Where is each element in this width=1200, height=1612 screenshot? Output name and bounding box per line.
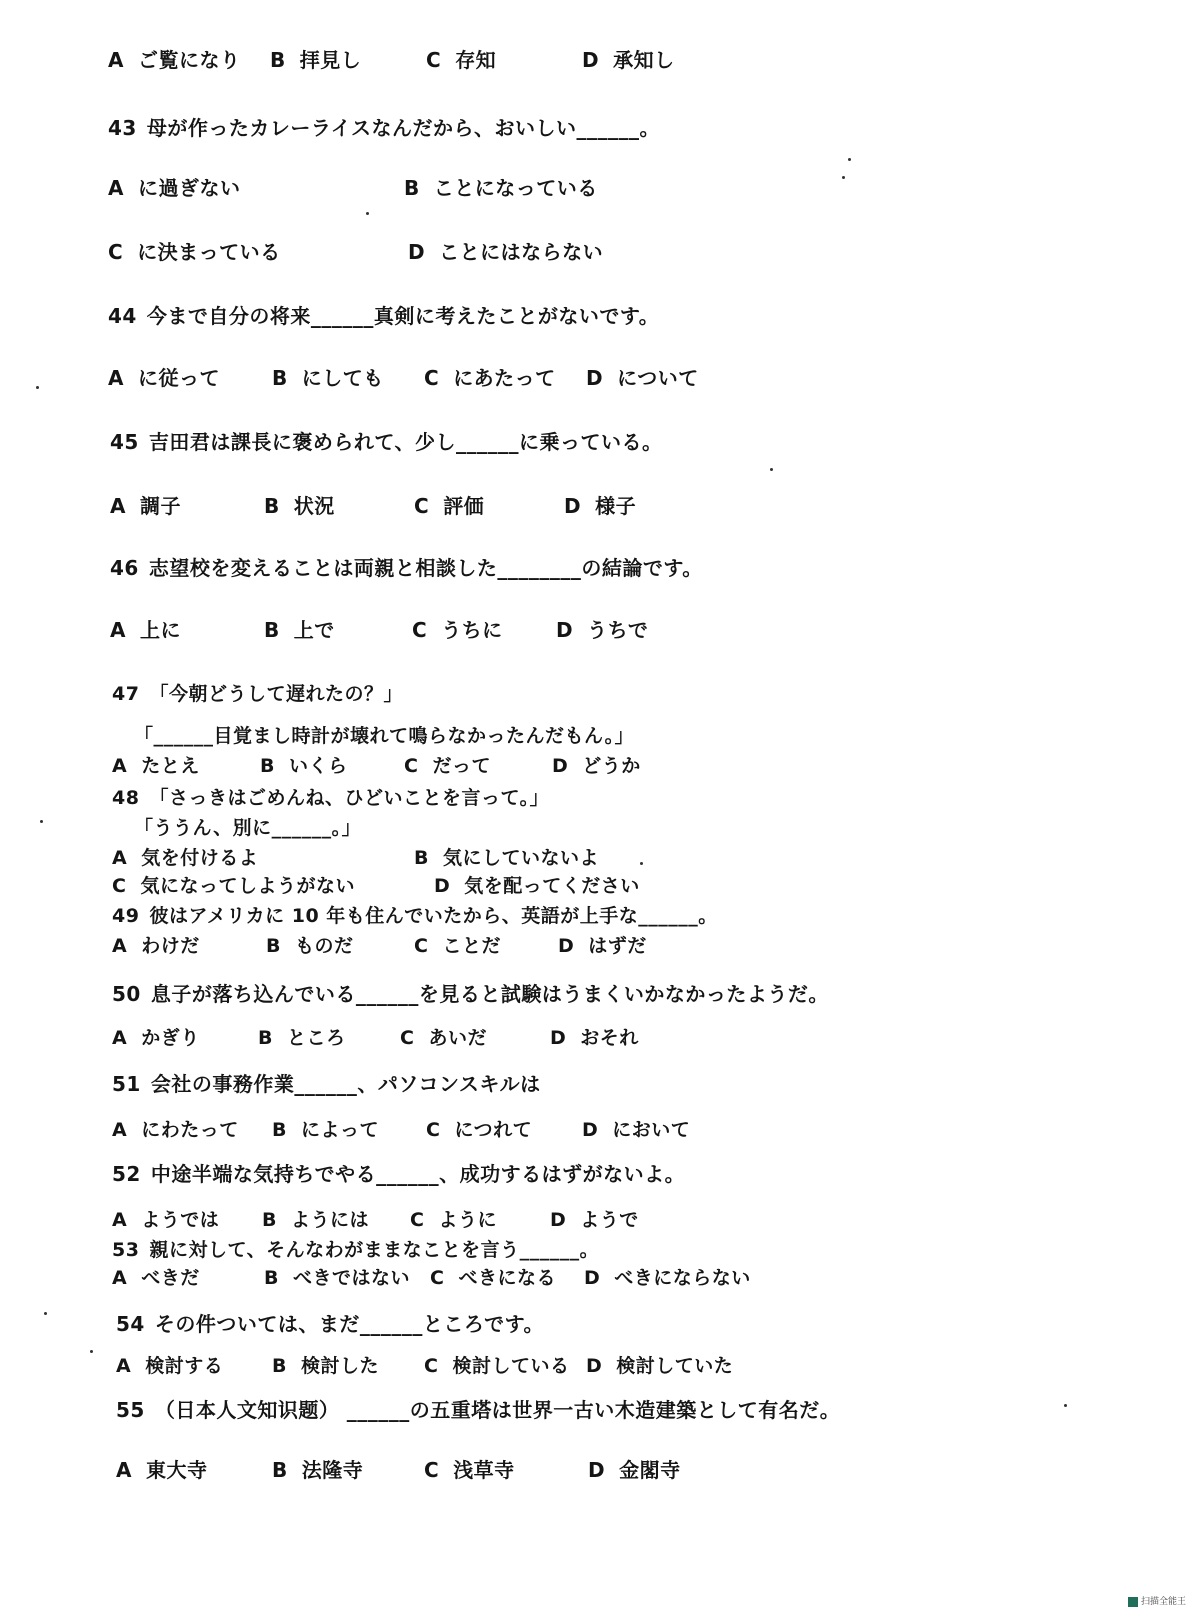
scanner-watermark: 扫描全能王	[1128, 1594, 1186, 1607]
q53-options	[0, 1260, 1200, 1296]
q47-line1: 「今朝どうして遅れたの？」	[149, 683, 403, 705]
q46-text: 志望校を変えることは両親と相談した________の結論です。	[148, 556, 703, 580]
q45-option-b: B 状況	[264, 494, 335, 518]
q54-option-b: B 検討した	[272, 1355, 379, 1377]
q54-option-d: D 検討していた	[586, 1355, 734, 1377]
q45-text: 吉田君は課長に褒められて、少し______に乗っている。	[148, 430, 663, 454]
q53-option-a: A べきだ	[112, 1267, 200, 1289]
q54-number: 54	[116, 1312, 145, 1336]
q47-option-a: A たとえ	[112, 755, 200, 777]
q48-line1: 「さっきはごめんね、ひどいことを言って。」	[149, 787, 550, 809]
q52-option-c: C ように	[410, 1209, 497, 1231]
scan-speck	[90, 1350, 93, 1353]
q50-number: 50	[112, 982, 141, 1006]
q49-option-c: C ことだ	[414, 935, 501, 957]
scanner-logo-icon	[1128, 1597, 1138, 1607]
q46-option-b: B 上で	[264, 618, 335, 642]
q47-options	[0, 748, 1200, 784]
q55-option-a: A 東大寺	[116, 1458, 208, 1482]
q54-option-a: A 検討する	[116, 1355, 224, 1377]
q44-option-b: B にしても	[272, 366, 384, 390]
q54-options	[0, 1348, 1200, 1384]
q54-question	[0, 1306, 1200, 1342]
q44-options	[0, 360, 1200, 396]
q51-number: 51	[112, 1072, 141, 1096]
q47-line2: 「______目覚まし時計が壊れて鳴らなかったんだもん。」	[134, 725, 635, 747]
q50-option-b: B ところ	[258, 1027, 346, 1049]
q46-option-d: D うちで	[556, 618, 649, 642]
q47-option-b: B いくら	[260, 755, 348, 777]
q53-option-b: B べきではない	[264, 1267, 410, 1289]
q44-option-c: C にあたって	[424, 366, 556, 390]
scan-speck	[640, 862, 643, 865]
q43-option-b: B ことになっている	[404, 176, 598, 200]
q49-option-d: D はずだ	[558, 935, 647, 957]
q51-option-d: D において	[582, 1119, 691, 1141]
q53-option-d: D べきにならない	[584, 1267, 751, 1289]
q47-number: 47	[112, 683, 140, 705]
q55-text: （日本人文知识题） ______の五重塔は世界一古い木造建築として有名だ。	[154, 1398, 841, 1422]
q52-option-b: B ようには	[262, 1209, 369, 1231]
q51-question	[0, 1066, 1200, 1102]
q55-option-c: C 浅草寺	[424, 1458, 515, 1482]
q51-option-a: A にわたって	[112, 1119, 239, 1141]
q48-number: 48	[112, 787, 140, 809]
q43-option-a: A に過ぎない	[108, 176, 241, 200]
scan-speck	[366, 212, 369, 215]
q51-option-c: C につれて	[426, 1119, 533, 1141]
q48-line2: 「ううん、別に______。」	[134, 817, 362, 839]
q45-option-c: C 評価	[414, 494, 485, 518]
q52-option-a: A ようでは	[112, 1209, 220, 1231]
q49-options	[0, 928, 1200, 964]
q43-options-row2	[0, 234, 1200, 270]
q47-question-line1	[0, 676, 1200, 712]
q51-option-b: B によって	[272, 1119, 379, 1141]
q49-option-a: A わけだ	[112, 935, 200, 957]
q55-question	[0, 1392, 1200, 1428]
q53-text: 親に対して、そんなわがままなことを言う______。	[149, 1239, 600, 1261]
q45-options	[0, 488, 1200, 524]
q44-option-a: A に従って	[108, 366, 220, 390]
q42-options	[0, 42, 1200, 78]
q55-number: 55	[116, 1398, 145, 1422]
q43-question	[0, 110, 1200, 146]
q42-option-c: C 存知	[426, 48, 497, 72]
q50-option-a: A かぎり	[112, 1027, 200, 1049]
q45-option-a: A 調子	[110, 494, 181, 518]
q50-question	[0, 976, 1200, 1012]
q51-text: 会社の事務作業______、パソコンスキルは	[150, 1072, 541, 1096]
q51-options	[0, 1112, 1200, 1148]
q48-option-d: D 気を配ってください	[434, 875, 640, 897]
q52-text: 中途半端な気持ちでやる______、成功するはずがないよ。	[150, 1162, 686, 1186]
q46-option-c: C うちに	[412, 618, 503, 642]
q52-question	[0, 1156, 1200, 1192]
q48-option-b: B 気にしていないよ	[414, 847, 599, 869]
q45-question	[0, 424, 1200, 460]
q45-number: 45	[110, 430, 139, 454]
scan-speck	[848, 158, 851, 161]
q50-options	[0, 1020, 1200, 1056]
q43-options-row1	[0, 170, 1200, 206]
scan-speck	[1064, 1404, 1067, 1407]
q50-option-c: C あいだ	[400, 1027, 487, 1049]
scan-speck	[770, 468, 773, 471]
q47-option-c: C だって	[404, 755, 491, 777]
scan-speck	[842, 176, 845, 179]
q49-number: 49	[112, 905, 140, 927]
q52-option-d: D ようで	[550, 1209, 639, 1231]
scan-speck	[44, 1312, 47, 1315]
q47-option-d: D どうか	[552, 755, 641, 777]
q45-option-d: D 様子	[564, 494, 637, 518]
q42-option-d: D 承知し	[582, 48, 675, 72]
q43-option-d: D ことにはならない	[408, 240, 604, 264]
q53-number: 53	[112, 1239, 140, 1261]
q55-option-d: D 金閣寺	[588, 1458, 681, 1482]
q46-option-a: A 上に	[110, 618, 181, 642]
q54-option-c: C 検討している	[424, 1355, 570, 1377]
q42-option-a: A ご覧になり	[108, 48, 241, 72]
q55-option-b: B 法隆寺	[272, 1458, 364, 1482]
q43-number: 43	[108, 116, 137, 140]
q52-number: 52	[112, 1162, 141, 1186]
q42-option-b: B 拝見し	[270, 48, 362, 72]
q55-options	[0, 1452, 1200, 1488]
q44-number: 44	[108, 304, 137, 328]
scan-speck	[40, 820, 43, 823]
q48-option-a: A 気を付けるよ	[112, 847, 259, 869]
scan-speck	[36, 386, 39, 389]
q43-text: 母が作ったカレーライスなんだから、おいしい______。	[146, 116, 661, 140]
q54-text: その件ついては、まだ______ところです。	[154, 1312, 545, 1336]
q44-option-d: D について	[586, 366, 699, 390]
q50-option-d: D おそれ	[550, 1027, 639, 1049]
q43-option-c: C に決まっている	[108, 240, 281, 264]
q44-question	[0, 298, 1200, 334]
q48-option-c: C 気になってしようがない	[112, 875, 355, 897]
q44-text: 今まで自分の将来______真剣に考えたことがないです。	[146, 304, 660, 328]
q46-options	[0, 612, 1200, 648]
q46-question	[0, 550, 1200, 586]
q49-text: 彼はアメリカに 10 年も住んでいたから、英語が上手な______。	[149, 905, 718, 927]
q50-text: 息子が落ち込んでいる______を見ると試験はうまくいかなかったようだ。	[150, 982, 829, 1006]
q46-number: 46	[110, 556, 139, 580]
q53-option-c: C べきになる	[430, 1267, 556, 1289]
q49-option-b: B ものだ	[266, 935, 354, 957]
